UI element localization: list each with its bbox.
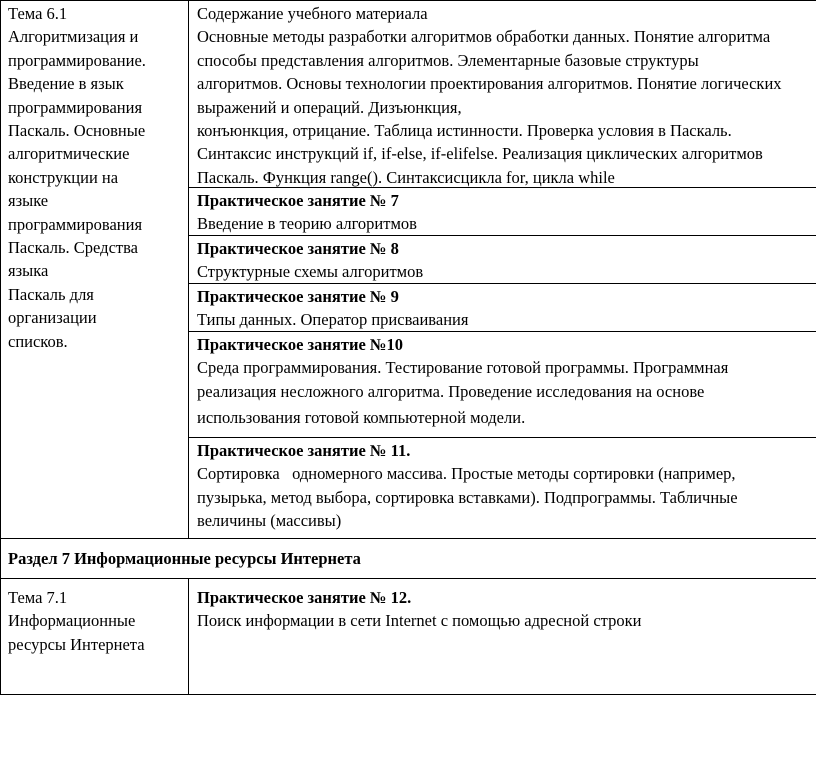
practical-title: Практическое занятие № 7 — [197, 191, 399, 210]
topic-line: Алгоритмизация и — [8, 27, 139, 47]
practical-description: величины (массивы) — [197, 511, 342, 531]
topic-line: Паскаль для — [8, 284, 94, 304]
practical-description: Среда программирования. Тестирование готовой программы. Программная — [197, 358, 729, 378]
practical-description: Типы данных. Оператор присваивания — [197, 310, 469, 330]
topic-line: организации — [8, 308, 97, 328]
practical-description: Структурные схемы алгоритмов — [197, 262, 424, 282]
practical-11 — [197, 439, 816, 533]
practical-title: Практическое занятие № 8 — [197, 239, 399, 258]
content-line: Паскаль. Функция range(). Синтаксисцикла for, цикла while — [197, 167, 615, 187]
column-divider — [188, 0, 189, 538]
practical-10 — [197, 333, 816, 430]
practical-description: использования готовой компьютерной модели. — [197, 408, 526, 428]
section-divider-bottom — [0, 578, 816, 579]
practical-description: реализация несложного алгоритма. Проведение исследования на основе — [197, 381, 705, 401]
topic-line: программирования — [8, 214, 143, 234]
topic-line: Паскаль. Основные — [8, 121, 146, 141]
section-divider-top — [0, 538, 816, 539]
table-border-bottom — [0, 694, 816, 695]
content-cell — [197, 2, 816, 189]
content-line: выражений и операций. Дизъюнкция, — [197, 97, 462, 117]
topic-line: Информационные — [8, 611, 136, 631]
topic-line: Тема 7.1 — [8, 588, 68, 607]
content-line: алгоритмов. Основы технологии проектирования алгоритмов. Понятие логических — [197, 74, 782, 94]
content-line: Синтаксис инструкций if, if-else, if-elifelse. Реализация циклических алгоритмов — [197, 144, 763, 164]
practical-description: Введение в теорию алгоритмов — [197, 214, 417, 234]
topic-line: списков. — [8, 331, 68, 351]
row-divider — [188, 437, 816, 438]
section-title: Раздел 7 Информационные ресурсы Интернета — [8, 549, 361, 568]
practical-9 — [197, 285, 816, 332]
content-heading: Содержание учебного материала — [197, 4, 428, 23]
topic-line: ресурсы Интернета — [8, 634, 145, 654]
topic-line: Введение в язык — [8, 74, 124, 94]
practical-title: Практическое занятие № 12. — [197, 588, 412, 607]
practical-description: пузырька, метод выбора, сортировка вставками). Подпрограммы. Табличные — [197, 487, 738, 507]
topic-line: программирования — [8, 97, 143, 117]
table-border-top — [0, 0, 816, 1]
topic-line: алгоритмические — [8, 144, 130, 164]
topic-line: языке — [8, 191, 49, 211]
practical-description: Поиск информации в сети Internet с помощью адресной строки — [197, 611, 642, 631]
topic-line: Тема 6.1 — [8, 4, 68, 23]
column-divider — [188, 578, 189, 694]
topic-line: Паскаль. Средства — [8, 238, 138, 258]
topic-7-1 — [8, 586, 145, 656]
practical-8 — [197, 237, 816, 284]
practical-7 — [197, 189, 816, 236]
topic-line: программирование. — [8, 50, 146, 70]
content-line: конъюнкция, отрицание. Таблица истинности. Проверка условия в Паскаль. — [197, 121, 732, 141]
practical-title: Практическое занятие № 9 — [197, 287, 399, 306]
content-line: способы представления алгоритмов. Элементарные базовые структуры — [197, 50, 699, 70]
content-line: Основные методы разработки алгоритмов обработки данных. Понятие алгоритма — [197, 27, 771, 47]
practical-12 — [197, 586, 816, 633]
table-border-left — [0, 0, 1, 694]
topic-6-1 — [8, 2, 146, 353]
topic-line: языка — [8, 261, 49, 281]
practical-title: Практическое занятие №10 — [197, 335, 403, 354]
topic-line: конструкции на — [8, 167, 119, 187]
practical-description: Сортировка одномерного массива. Простые методы сортировки (например, — [197, 464, 736, 484]
practical-title: Практическое занятие № 11. — [197, 441, 411, 460]
